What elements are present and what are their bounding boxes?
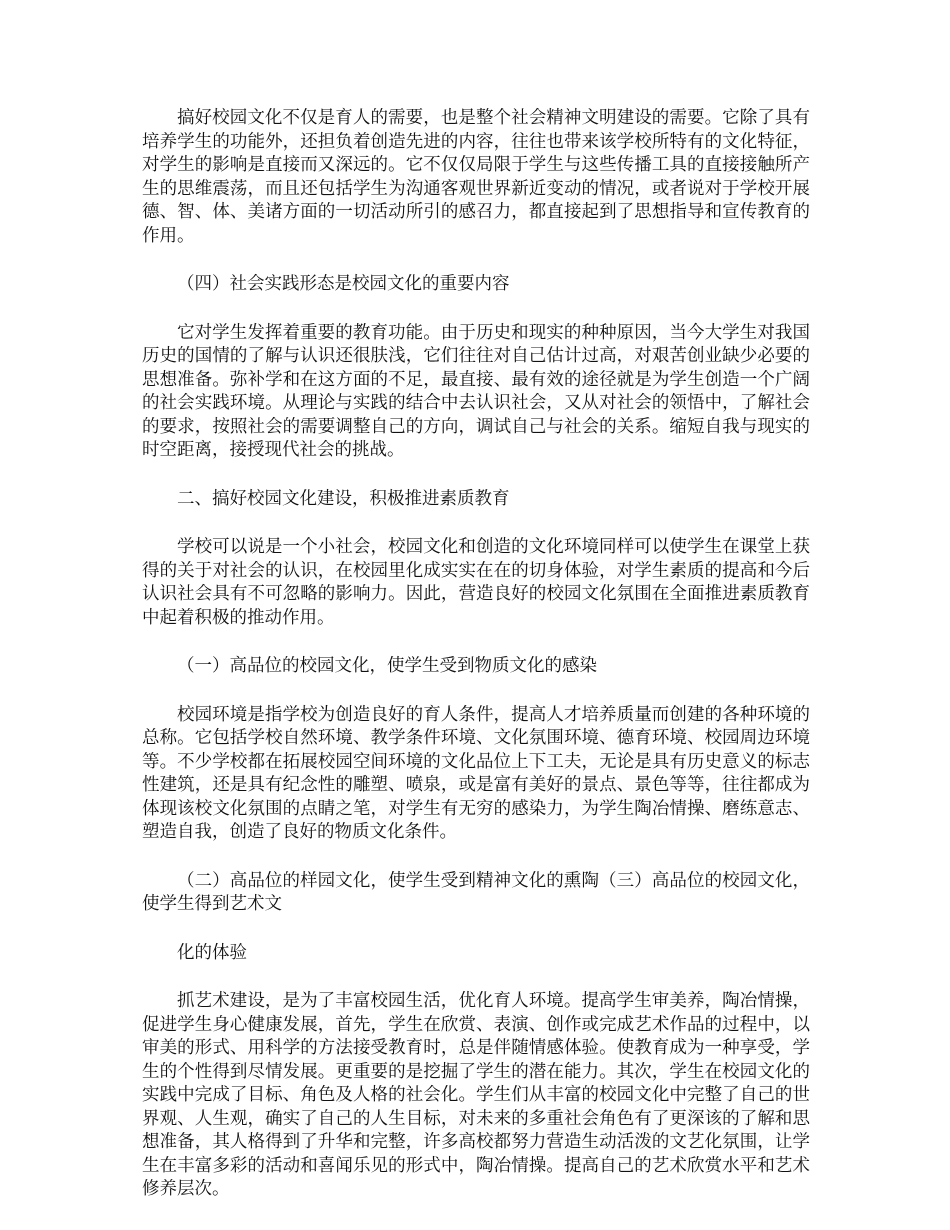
paragraph-campus-environment: 校园环境是指学校为创造良好的育人条件，提高人才培养质量而创建的各种环境的总称。它包括学校自然环境、教学条件环境、文化氛围环境、德育环境、校园周边环境等。不少学校都在拓展校园空间环境的文化品位上下工夫，无论是具有历史意义的标志性建筑，还是具有纪念性的雕塑、喷泉，或是富有美好的景点、景色等等，往往都成为体现该校文化氛围的点睛之笔，对学生有无穷的感染力，为学生陶冶情操、磨练意志、塑造自我，创造了良好的物质文化条件。 bbox=[142, 704, 810, 842]
heading-art-experience: 化的体验 bbox=[177, 942, 247, 963]
heading-quality-education: 二、搞好校园文化建设，积极推进素质教育 bbox=[177, 488, 510, 509]
document-body bbox=[142, 107, 810, 1227]
paragraph-art-construction: 抓艺术建设，是为了丰富校园生活，优化育人环境。提高学生审美养，陶冶情操，促进学生身心健康发展，首先，学生在欣赏、表演、创作或完成艺术作品的过程中，以审美的形式、用科学的方法接受教育时，总是伴随情感体验。使教育成为一种享受，学生的个性得到尽情发展。更重要的是挖掘了学生的潜在能力。其次，学生在校园文化的实践中完成了目标、角色及人格的社会化。学生们从丰富的校园文化中完整了自己的世界观、人生观，确实了自己的人生目标，对未来的多重社会角色有了更深该的了解和思想准备，其人格得到了升华和完整，许多高校都努力营造生动活泼的文艺化氛围，让学生在丰富多彩的活动和喜闻乐见的形式中，陶冶情操。提高自己的艺术欣赏水平和艺术修养层次。 bbox=[142, 991, 810, 1199]
paragraph-campus-culture-needs: 搞好校园文化不仅是育人的需要，也是整个社会精神文明建设的需要。它除了具有培养学生的功能外，还担负着创造先进的内容，往往也带来该学校所特有的文化特征，对学生的影响是直接而又深远的。它不仅仅局限于学生与这些传播工具的直接接触所产生的思维震荡，而且还包括学生为沟通客观世界新近变动的情况，或者说对于学校开展德、智、体、美诸方面的一切活动所引的感召力，都直接起到了思想指导和宣传教育的作用。 bbox=[142, 108, 810, 246]
heading-material-culture: （一）高品位的校园文化，使学生受到物质文化的感染 bbox=[177, 656, 597, 676]
paragraph-education-function: 它对学生发挥着重要的教育功能。由于历史和现实的种种原因，当今大学生对我国历史的国情的了解与认识还很肤浅，它们往往对自己估计过高，对艰苦创业缺少必要的思想准备。弥补学和在这方面的不足，最直接、最有效的途径就是为学生创造一个广阔的社会实践环境。从理论与实践的结合中去认识社会，又从对社会的领悟中，了解社会的要求，按照社会的需要调整自己的方向，调试自己与社会的关系。缩短自我与现实的时空距离，接授现代社会的挑战。 bbox=[142, 322, 810, 460]
heading-social-practice: （四）社会实践形态是校园文化的重要内容 bbox=[177, 274, 510, 294]
paragraph-spiritual-art-culture: （二）高品位的样园文化，使学生受到精神文化的熏陶（三）高品位的校园文化，使学生得到艺术文 bbox=[142, 870, 810, 914]
paragraph-school-small-society: 学校可以说是一个小社会，校园文化和创造的文化环境同样可以使学生在课堂上获得的关于对社会的认识，在校园里化成实实在在的切身体验，对学生素质的提高和今后认识社会具有不可忽略的影响力。因此，营造良好的校园文化氛围在全面推进素质教育中起着积极的推动作用。 bbox=[142, 537, 810, 628]
